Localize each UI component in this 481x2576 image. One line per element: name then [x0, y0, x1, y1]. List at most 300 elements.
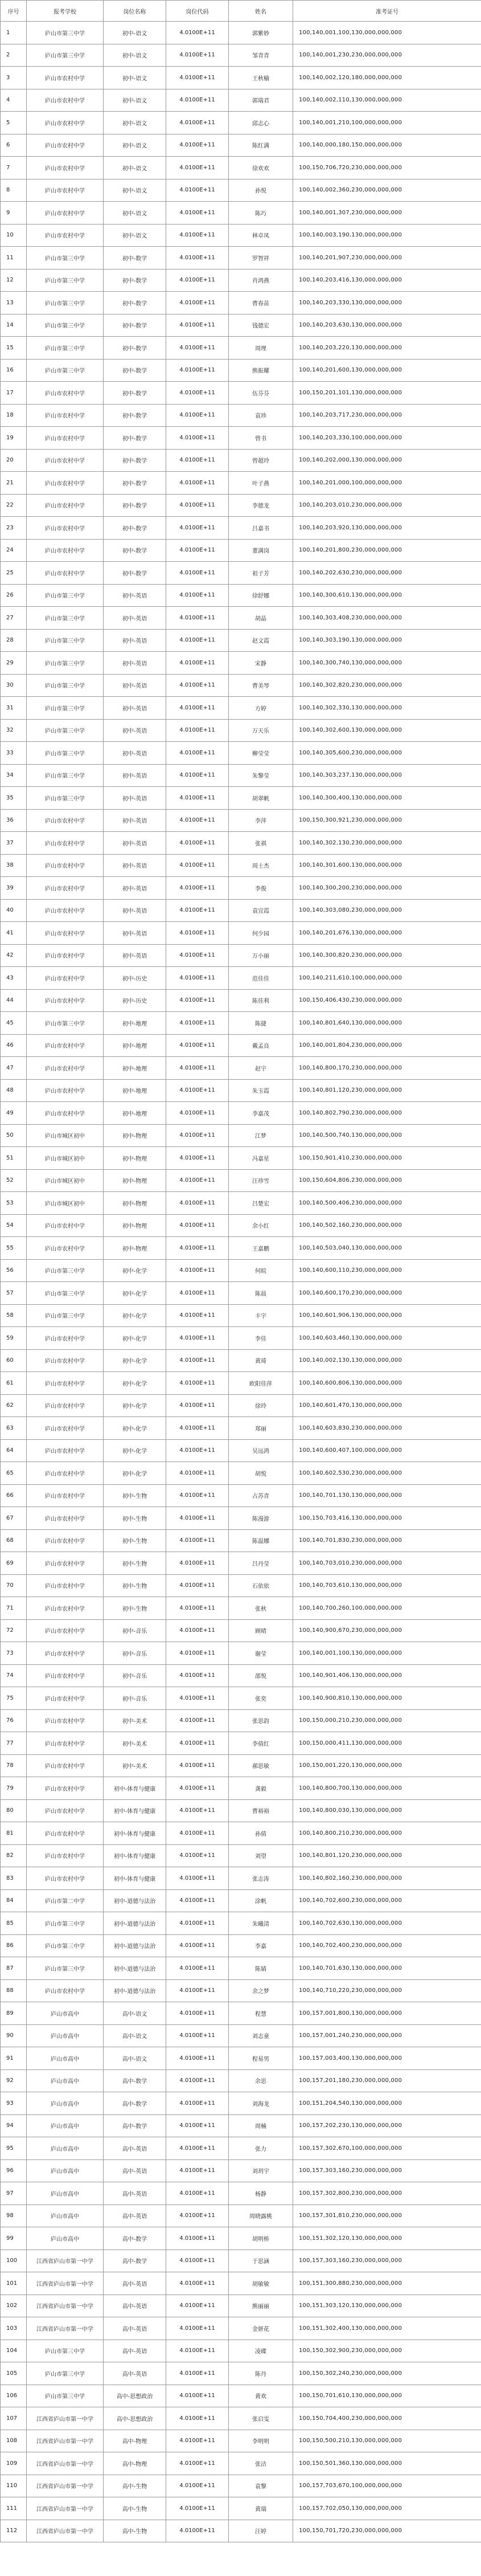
- cell-post-code: 4.0100E+11: [166, 1552, 229, 1575]
- cell-school: 庐山市农村中学: [27, 1754, 104, 1777]
- cell-ticket-number: 100,140,300,200,230,000,000,000: [293, 877, 481, 900]
- cell-index: 69: [1, 1552, 27, 1575]
- cell-school: 庐山市高中: [27, 2137, 104, 2160]
- cell-post-code: 4.0100E+11: [166, 1034, 229, 1057]
- cell-post-code: 4.0100E+11: [166, 2407, 229, 2430]
- cell-post-code: 4.0100E+11: [166, 697, 229, 720]
- cell-name: 胡晶: [229, 607, 293, 630]
- cell-post-name: 高中-英语: [104, 2137, 166, 2160]
- cell-post-name: 初中-语文: [104, 67, 166, 89]
- cell-post-code: 4.0100E+11: [166, 1912, 229, 1935]
- table-row: [1, 674, 481, 697]
- cell-school: 庐山市高中: [27, 2182, 104, 2205]
- cell-index: 29: [1, 652, 27, 675]
- cell-school: 庐山市高中: [27, 2227, 104, 2250]
- table-row: [1, 224, 481, 247]
- table-row: [1, 989, 481, 1012]
- cell-name: 龚毅: [229, 1777, 293, 1800]
- cell-school: 庐山市第三中学: [27, 1304, 104, 1327]
- cell-name: 孙倩: [229, 1822, 293, 1845]
- cell-school: 江西省庐山市第一中学: [27, 2497, 104, 2520]
- cell-index: 34: [1, 764, 27, 787]
- cell-post-code: 4.0100E+11: [166, 2227, 229, 2250]
- cell-ticket-number: 100,140,703,010,230,000,000,000: [293, 1552, 481, 1575]
- cell-index: 64: [1, 1439, 27, 1462]
- cell-post-code: 4.0100E+11: [166, 1664, 229, 1687]
- cell-post-name: 初中-数学: [104, 314, 166, 337]
- cell-index: 51: [1, 1147, 27, 1170]
- cell-ticket-number: 100,140,203,416,130,000,000,000: [293, 269, 481, 292]
- table-body: [1, 22, 481, 2542]
- cell-post-name: 初中-化学: [104, 1462, 166, 1485]
- cell-school: 庐山市第三中学: [27, 1934, 104, 1957]
- cell-post-name: 初中-语文: [104, 202, 166, 224]
- table-row: [1, 2272, 481, 2295]
- table-row: [1, 1822, 481, 1845]
- cell-school: 庐山市农村中学: [27, 1732, 104, 1755]
- cell-school: 庐山市第三中学: [27, 787, 104, 810]
- cell-post-code: 4.0100E+11: [166, 2024, 229, 2047]
- cell-post-name: 初中-语文: [104, 22, 166, 44]
- cell-post-code: 4.0100E+11: [166, 1102, 229, 1125]
- header-name: 姓名: [229, 1, 293, 22]
- cell-ticket-number: 100,157,201,180,230,000,000,000: [293, 2069, 481, 2092]
- cell-index: 36: [1, 809, 27, 832]
- cell-post-code: 4.0100E+11: [166, 2182, 229, 2205]
- cell-name: 张思韵: [229, 1709, 293, 1732]
- cell-post-name: 初中-数学: [104, 427, 166, 450]
- cell-index: 56: [1, 1259, 27, 1282]
- cell-name: 李明明: [229, 2430, 293, 2452]
- cell-post-code: 4.0100E+11: [166, 1012, 229, 1035]
- cell-post-name: 初中-数学: [104, 494, 166, 517]
- cell-post-name: 高中-思想政治: [104, 2385, 166, 2407]
- cell-name: 林卓凤: [229, 224, 293, 247]
- cell-index: 61: [1, 1372, 27, 1395]
- cell-index: 93: [1, 2092, 27, 2115]
- table-row: [1, 134, 481, 157]
- header-post-name: 岗位名称: [104, 1, 166, 22]
- cell-school: 江西省庐山市第一中学: [27, 2295, 104, 2317]
- cell-ticket-number: 100,140,703,610,130,000,000,000: [293, 1574, 481, 1597]
- cell-school: 庐山市农村中学: [27, 899, 104, 922]
- table-row: [1, 1439, 481, 1462]
- cell-post-code: 4.0100E+11: [166, 1844, 229, 1867]
- cell-ticket-number: 100,140,900,810,130,000,000,000: [293, 1687, 481, 1710]
- cell-post-name: 初中-音乐: [104, 1664, 166, 1687]
- cell-index: 47: [1, 1057, 27, 1080]
- cell-index: 31: [1, 697, 27, 720]
- cell-post-code: 4.0100E+11: [166, 1507, 229, 1530]
- cell-post-code: 4.0100E+11: [166, 1349, 229, 1372]
- cell-school: 庐山市农村中学: [27, 1619, 104, 1642]
- cell-post-name: 高中-英语: [104, 2317, 166, 2340]
- cell-post-name: 高中-英语: [104, 2272, 166, 2295]
- cell-post-code: 4.0100E+11: [166, 2295, 229, 2317]
- cell-post-code: 4.0100E+11: [166, 562, 229, 585]
- cell-post-code: 4.0100E+11: [166, 539, 229, 562]
- cell-post-name: 初中-地理: [104, 1102, 166, 1125]
- cell-post-name: 初中-物理: [104, 1192, 166, 1215]
- cell-post-code: 4.0100E+11: [166, 809, 229, 832]
- cell-name: 王嘉鹏: [229, 1237, 293, 1260]
- cell-ticket-number: 100,157,001,800,130,000,000,000: [293, 2002, 481, 2025]
- cell-index: 18: [1, 404, 27, 427]
- cell-index: 66: [1, 1484, 27, 1507]
- cell-index: 112: [1, 2520, 27, 2542]
- cell-index: 110: [1, 2475, 27, 2497]
- cell-ticket-number: 100,140,800,030,130,000,000,000: [293, 1799, 481, 1822]
- cell-name: 陈婧: [229, 1957, 293, 1980]
- cell-post-name: 初中-英语: [104, 899, 166, 922]
- cell-school: 庐山市城区初中: [27, 1147, 104, 1170]
- cell-name: 钱德宏: [229, 314, 293, 337]
- cell-ticket-number: 100,140,202,630,230,000,000,000: [293, 562, 481, 585]
- cell-post-name: 初中-物理: [104, 1124, 166, 1147]
- cell-post-code: 4.0100E+11: [166, 629, 229, 652]
- cell-name: 伍芬芬: [229, 382, 293, 405]
- cell-post-code: 4.0100E+11: [166, 2475, 229, 2497]
- cell-name: 徐玲: [229, 1394, 293, 1417]
- cell-post-name: 初中-音乐: [104, 1687, 166, 1710]
- cell-name: 余小红: [229, 1214, 293, 1237]
- cell-index: 41: [1, 922, 27, 945]
- cell-school: 庐山市农村中学: [27, 1844, 104, 1867]
- cell-ticket-number: 100,157,001,240,230,000,000,000: [293, 2024, 481, 2047]
- cell-post-name: 初中-英语: [104, 832, 166, 855]
- table-row: [1, 314, 481, 337]
- cell-index: 53: [1, 1192, 27, 1215]
- cell-ticket-number: 100,140,303,080,230,000,000,000: [293, 899, 481, 922]
- cell-post-code: 4.0100E+11: [166, 2430, 229, 2452]
- cell-ticket-number: 100,150,406,430,230,000,000,000: [293, 989, 481, 1012]
- cell-post-code: 4.0100E+11: [166, 22, 229, 44]
- cell-school: 庐山市农村中学: [27, 112, 104, 134]
- table-row: [1, 2002, 481, 2025]
- cell-ticket-number: 100,157,302,800,230,000,000,000: [293, 2182, 481, 2205]
- cell-post-code: 4.0100E+11: [166, 2069, 229, 2092]
- cell-school: 庐山市农村中学: [27, 1484, 104, 1507]
- cell-school: 庐山市第三中学: [27, 629, 104, 652]
- cell-ticket-number: 100,150,706,720,230,000,000,000: [293, 157, 481, 179]
- cell-index: 46: [1, 1034, 27, 1057]
- cell-post-code: 4.0100E+11: [166, 2340, 229, 2362]
- cell-post-name: 高中-数学: [104, 2069, 166, 2092]
- cell-post-code: 4.0100E+11: [166, 2497, 229, 2520]
- cell-name: 孙悦: [229, 179, 293, 202]
- cell-name: 胡敏敏: [229, 2272, 293, 2295]
- cell-index: 87: [1, 1957, 27, 1980]
- cell-post-code: 4.0100E+11: [166, 1394, 229, 1417]
- cell-name: 黄瑞: [229, 2497, 293, 2520]
- table-row: [1, 1012, 481, 1035]
- cell-index: 102: [1, 2295, 27, 2317]
- cell-post-code: 4.0100E+11: [166, 517, 229, 540]
- table-row: [1, 2250, 481, 2272]
- cell-name: 张秋: [229, 1597, 293, 1620]
- table-row: [1, 719, 481, 742]
- cell-school: 庐山市第三中学: [27, 742, 104, 765]
- cell-index: 43: [1, 967, 27, 990]
- cell-name: 张祺: [229, 832, 293, 855]
- cell-school: 庐山市农村中学: [27, 944, 104, 967]
- cell-post-name: 初中-语文: [104, 89, 166, 112]
- cell-post-name: 初中-英语: [104, 854, 166, 877]
- cell-school: 庐山市农村中学: [27, 877, 104, 900]
- table-row: [1, 1664, 481, 1687]
- cell-ticket-number: 100,150,500,210,130,000,000,000: [293, 2430, 481, 2452]
- cell-school: 庐山市第三中学: [27, 1259, 104, 1282]
- cell-school: 庐山市农村中学: [27, 449, 104, 472]
- cell-index: 62: [1, 1394, 27, 1417]
- cell-name: 张洁: [229, 2452, 293, 2475]
- cell-name: 刘望: [229, 1844, 293, 1867]
- cell-index: 91: [1, 2047, 27, 2070]
- table-row: [1, 1889, 481, 1912]
- cell-school: 庐山市农村中学: [27, 922, 104, 945]
- table-row: [1, 157, 481, 179]
- cell-index: 27: [1, 607, 27, 630]
- cell-post-code: 4.0100E+11: [166, 1889, 229, 1912]
- cell-post-name: 初中-道德与法治: [104, 1889, 166, 1912]
- cell-school: 庐山市高中: [27, 2159, 104, 2182]
- cell-name: 万天乐: [229, 719, 293, 742]
- cell-post-name: 初中-语文: [104, 134, 166, 157]
- table-row: [1, 2227, 481, 2250]
- cell-name: 杨静: [229, 2182, 293, 2205]
- cell-school: 江西省庐山市第一中学: [27, 2272, 104, 2295]
- cell-name: 朱黎莹: [229, 764, 293, 787]
- cell-name: 周理: [229, 337, 293, 360]
- table-row: [1, 292, 481, 315]
- table-row: [1, 89, 481, 112]
- cell-post-code: 4.0100E+11: [166, 404, 229, 427]
- cell-ticket-number: 100,140,002,130,130,000,000,000: [293, 1349, 481, 1372]
- cell-name: 刘志童: [229, 2024, 293, 2047]
- cell-name: 万小丽: [229, 944, 293, 967]
- table-row: [1, 899, 481, 922]
- cell-post-name: 初中-数学: [104, 247, 166, 270]
- cell-name: 占苏青: [229, 1484, 293, 1507]
- table-row: [1, 1192, 481, 1215]
- cell-index: 95: [1, 2137, 27, 2160]
- cell-name: 张启雯: [229, 2407, 293, 2430]
- cell-ticket-number: 100,140,211,610,100,000,000,000: [293, 967, 481, 990]
- cell-post-name: 初中-生物: [104, 1574, 166, 1597]
- cell-post-name: 初中-数学: [104, 292, 166, 315]
- cell-name: 陈巧: [229, 202, 293, 224]
- cell-post-code: 4.0100E+11: [166, 2385, 229, 2407]
- cell-post-code: 4.0100E+11: [166, 2092, 229, 2115]
- cell-index: 44: [1, 989, 27, 1012]
- cell-name: 王秋榆: [229, 67, 293, 89]
- cell-post-name: 初中-地理: [104, 1057, 166, 1080]
- table-row: [1, 494, 481, 517]
- cell-index: 13: [1, 292, 27, 315]
- cell-school: 庐山市农村中学: [27, 562, 104, 585]
- cell-ticket-number: 100,140,801,640,130,000,000,000: [293, 1012, 481, 1035]
- cell-index: 10: [1, 224, 27, 247]
- cell-post-code: 4.0100E+11: [166, 652, 229, 675]
- table-row: [1, 1867, 481, 1890]
- table-row: [1, 1507, 481, 1530]
- cell-index: 37: [1, 832, 27, 855]
- cell-index: 76: [1, 1709, 27, 1732]
- cell-index: 73: [1, 1642, 27, 1665]
- table-row: [1, 2137, 481, 2160]
- table-row: [1, 382, 481, 405]
- cell-post-name: 初中-数学: [104, 517, 166, 540]
- cell-index: 5: [1, 112, 27, 134]
- table-row: [1, 2024, 481, 2047]
- cell-index: 77: [1, 1732, 27, 1755]
- cell-post-code: 4.0100E+11: [166, 67, 229, 89]
- header-ticket-number: 准考证号: [293, 1, 481, 22]
- cell-name: 张志涛: [229, 1867, 293, 1890]
- cell-school: 庐山市农村中学: [27, 67, 104, 89]
- table-row: [1, 2407, 481, 2430]
- cell-post-name: 初中-历史: [104, 989, 166, 1012]
- table-row: [1, 359, 481, 382]
- table-row: [1, 202, 481, 224]
- cell-post-name: 初中-地理: [104, 1012, 166, 1035]
- cell-index: 39: [1, 877, 27, 900]
- table-row: [1, 2317, 481, 2340]
- cell-ticket-number: 100,150,201,101,130,000,000,000: [293, 382, 481, 405]
- table-row: [1, 1057, 481, 1080]
- cell-name: 宋静: [229, 652, 293, 675]
- cell-school: 庐山市第三中学: [27, 607, 104, 630]
- cell-index: 32: [1, 719, 27, 742]
- cell-name: 曾超玲: [229, 449, 293, 472]
- cell-post-name: 初中-生物: [104, 1484, 166, 1507]
- cell-post-name: 初中-化学: [104, 1327, 166, 1350]
- cell-index: 1: [1, 22, 27, 44]
- cell-post-code: 4.0100E+11: [166, 1282, 229, 1305]
- cell-name: 吕丹莹: [229, 1552, 293, 1575]
- cell-index: 79: [1, 1777, 27, 1800]
- cell-name: 汪珍雪: [229, 1169, 293, 1192]
- cell-post-name: 初中-美术: [104, 1732, 166, 1755]
- cell-post-code: 4.0100E+11: [166, 1304, 229, 1327]
- table-row: [1, 1372, 481, 1395]
- cell-post-name: 初中-语文: [104, 112, 166, 134]
- cell-name: 胡翠帆: [229, 787, 293, 810]
- cell-post-name: 初中-英语: [104, 944, 166, 967]
- table-row: [1, 2475, 481, 2497]
- cell-ticket-number: 100,140,600,170,230,000,000,000: [293, 1282, 481, 1305]
- cell-post-name: 初中-音乐: [104, 1619, 166, 1642]
- cell-ticket-number: 100,150,302,240,230,000,000,000: [293, 2362, 481, 2385]
- cell-ticket-number: 100,140,001,307,230,000,000,000: [293, 202, 481, 224]
- cell-ticket-number: 100,140,702,400,230,000,000,000: [293, 1934, 481, 1957]
- cell-school: 庐山市高中: [27, 2047, 104, 2070]
- cell-post-name: 高中-物理: [104, 2452, 166, 2475]
- cell-post-name: 初中-体育与健康: [104, 1777, 166, 1800]
- cell-index: 2: [1, 44, 27, 67]
- cell-index: 106: [1, 2385, 27, 2407]
- cell-school: 江西省庐山市第一中学: [27, 2520, 104, 2542]
- cell-post-name: 高中-数学: [104, 2092, 166, 2115]
- cell-post-name: 高中-生物: [104, 2497, 166, 2520]
- cell-ticket-number: 100,140,203,220,130,000,000,000: [293, 337, 481, 360]
- cell-index: 14: [1, 314, 27, 337]
- table-row: [1, 2047, 481, 2070]
- cell-school: 庐山市农村中学: [27, 539, 104, 562]
- cell-post-code: 4.0100E+11: [166, 944, 229, 967]
- cell-name: 陈佳利: [229, 989, 293, 1012]
- table-row: [1, 1394, 481, 1417]
- cell-post-code: 4.0100E+11: [166, 359, 229, 382]
- cell-school: 庐山市农村中学: [27, 1552, 104, 1575]
- cell-index: 72: [1, 1619, 27, 1642]
- cell-ticket-number: 100,140,802,160,230,000,000,000: [293, 1867, 481, 1890]
- table-row: [1, 1957, 481, 1980]
- table-row: [1, 944, 481, 967]
- cell-post-code: 4.0100E+11: [166, 44, 229, 67]
- cell-index: 21: [1, 472, 27, 495]
- cell-post-code: 4.0100E+11: [166, 2317, 229, 2340]
- cell-school: 庐山市第三中学: [27, 359, 104, 382]
- cell-name: 袁珍: [229, 404, 293, 427]
- cell-index: 89: [1, 2002, 27, 2025]
- cell-post-code: 4.0100E+11: [166, 269, 229, 292]
- cell-name: 熊振耀: [229, 359, 293, 382]
- cell-ticket-number: 100,140,203,630,130,000,000,000: [293, 314, 481, 337]
- table-row: [1, 179, 481, 202]
- cell-post-name: 高中-物理: [104, 2430, 166, 2452]
- cell-post-name: 初中-数学: [104, 359, 166, 382]
- cell-post-name: 初中-体育与健康: [104, 1799, 166, 1822]
- cell-school: 庐山市农村中学: [27, 1079, 104, 1102]
- cell-post-code: 4.0100E+11: [166, 1057, 229, 1080]
- table-row: [1, 337, 481, 360]
- cell-post-code: 4.0100E+11: [166, 494, 229, 517]
- cell-post-code: 4.0100E+11: [166, 922, 229, 945]
- cell-post-code: 4.0100E+11: [166, 134, 229, 157]
- cell-post-name: 初中-化学: [104, 1372, 166, 1395]
- cell-name: 李德龙: [229, 494, 293, 517]
- cell-post-name: 初中-道德与法治: [104, 1912, 166, 1935]
- table-row: [1, 629, 481, 652]
- cell-post-code: 4.0100E+11: [166, 157, 229, 179]
- cell-ticket-number: 100,140,601,906,130,000,000,000: [293, 1304, 481, 1327]
- cell-school: 庐山市农村中学: [27, 1102, 104, 1125]
- cell-index: 100: [1, 2250, 27, 2272]
- cell-post-name: 初中-地理: [104, 1079, 166, 1102]
- table-row: [1, 854, 481, 877]
- table-row: [1, 1349, 481, 1372]
- cell-post-name: 初中-化学: [104, 1439, 166, 1462]
- cell-post-name: 初中-化学: [104, 1349, 166, 1372]
- cell-post-code: 4.0100E+11: [166, 2002, 229, 2025]
- cell-ticket-number: 100,151,302,400,130,000,000,000: [293, 2317, 481, 2340]
- cell-index: 11: [1, 247, 27, 270]
- table-row: [1, 1687, 481, 1710]
- cell-ticket-number: 100,150,000,411,130,000,000,000: [293, 1732, 481, 1755]
- cell-index: 28: [1, 629, 27, 652]
- table-row: [1, 1574, 481, 1597]
- cell-ticket-number: 100,157,303,160,230,000,000,000: [293, 2250, 481, 2272]
- cell-index: 59: [1, 1327, 27, 1350]
- cell-post-code: 4.0100E+11: [166, 2452, 229, 2475]
- cell-ticket-number: 100,140,600,407,100,000,000,000: [293, 1439, 481, 1462]
- cell-school: 江西省庐山市第一中学: [27, 2250, 104, 2272]
- table-row: [1, 2204, 481, 2227]
- cell-post-name: 初中-英语: [104, 787, 166, 810]
- cell-name: 曹春苗: [229, 292, 293, 315]
- table-row: [1, 1597, 481, 1620]
